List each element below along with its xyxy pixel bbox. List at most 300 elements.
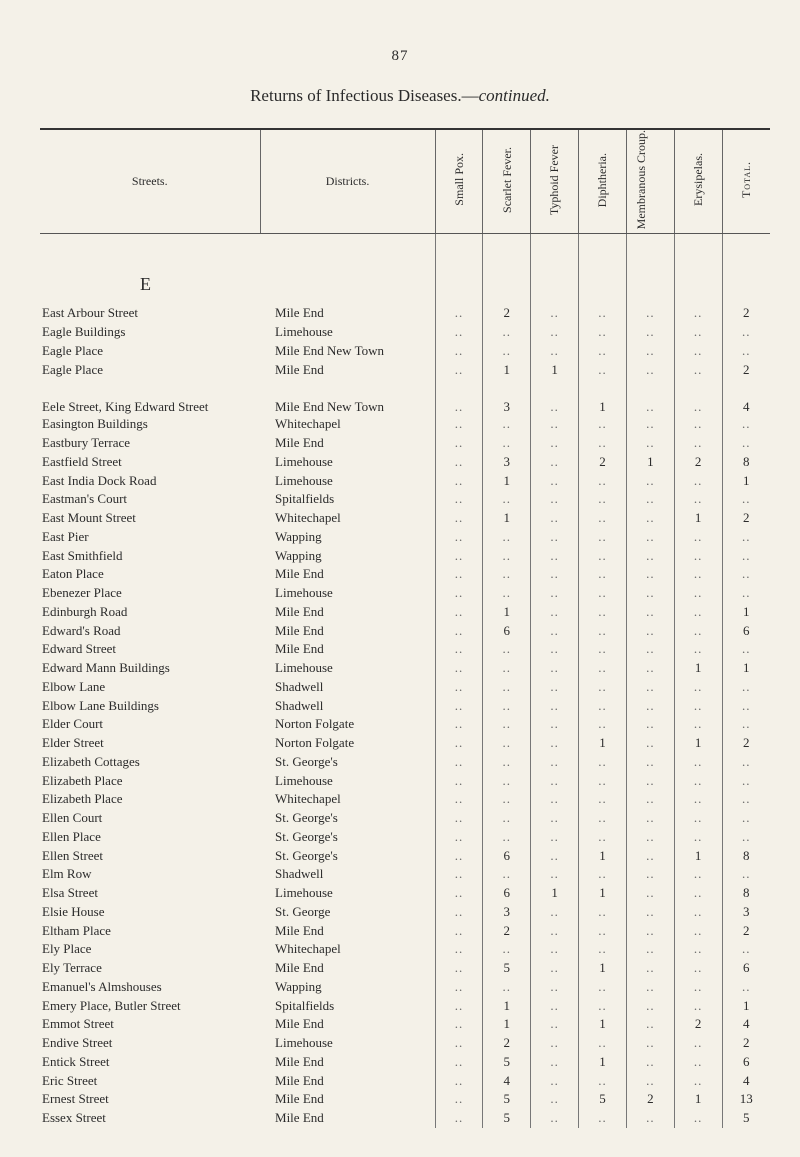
district-name: St. George's [275,847,338,863]
erysipelas-value: .. [674,379,722,415]
membranous-croup-value: .. [626,415,674,434]
district-name: Mile End [275,922,324,938]
total-value: .. [722,547,770,566]
membranous-croup-value: .. [626,565,674,584]
diphtheria-value: .. [579,528,627,547]
header-diphtheria: Diphtheria. [579,129,627,234]
district-name: Spitalfields [275,997,335,1013]
erysipelas-value: .. [674,342,722,361]
erysipelas-value: .. [674,565,722,584]
typhoid-fever-value: .. [531,978,579,997]
diphtheria-value: .. [579,622,627,641]
erysipelas-value: .. [674,772,722,791]
street-name: Elizabeth Place [42,791,123,807]
membranous-croup-value: .. [626,379,674,415]
total-value: 8 [722,847,770,866]
street-name: Emmot Street [42,1016,114,1032]
scarlet-fever-value: 2 [483,1034,531,1053]
typhoid-fever-value: .. [531,734,579,753]
diphtheria-value: 1 [579,1053,627,1072]
small-pox-value: .. [435,772,483,791]
street-name: Elizabeth Cottages [42,753,140,769]
street-name: Edward's Road [42,622,121,638]
table-row [40,434,770,453]
scarlet-fever-value: 1 [483,509,531,528]
erysipelas-value: .. [674,884,722,903]
typhoid-fever-value: .. [531,509,579,528]
street-name: East Pier [42,528,89,544]
erysipelas-value: .. [674,678,722,697]
district-name: Wapping [275,547,322,563]
table-row [40,361,770,380]
diphtheria-value: .. [579,659,627,678]
diphtheria-value: 2 [579,453,627,472]
scarlet-fever-value: 1 [483,472,531,491]
typhoid-fever-value: .. [531,304,579,323]
membranous-croup-value: .. [626,884,674,903]
diphtheria-value: .. [579,678,627,697]
small-pox-value: .. [435,415,483,434]
erysipelas-value: .. [674,1072,722,1091]
street-name: East Mount Street [42,510,136,526]
scarlet-fever-value: 1 [483,603,531,622]
table-row [40,304,770,323]
small-pox-value: .. [435,1072,483,1091]
membranous-croup-value: .. [626,903,674,922]
total-value: .. [722,978,770,997]
header-districts: Districts. [260,129,435,234]
erysipelas-value: .. [674,940,722,959]
table-row [40,509,770,528]
typhoid-fever-value: .. [531,528,579,547]
membranous-croup-value: .. [626,865,674,884]
typhoid-fever-value: .. [531,603,579,622]
scarlet-fever-value: 5 [483,1090,531,1109]
small-pox-value: .. [435,472,483,491]
erysipelas-value: 2 [674,1015,722,1034]
scarlet-fever-value: .. [483,659,531,678]
district-name: Limehouse [275,885,333,901]
small-pox-value: .. [435,547,483,566]
district-name: Mile End [275,1016,324,1032]
scarlet-fever-value: 5 [483,959,531,978]
district-name: Limehouse [275,660,333,676]
membranous-croup-value: 2 [626,1090,674,1109]
total-value: .. [722,772,770,791]
table-row [40,1090,770,1109]
typhoid-fever-value: .. [531,790,579,809]
total-value: .. [722,584,770,603]
typhoid-fever-value: .. [531,678,579,697]
small-pox-value: .. [435,509,483,528]
total-value: 2 [722,1034,770,1053]
district-name: Mile End [275,622,324,638]
scarlet-fever-value: .. [483,790,531,809]
scarlet-fever-value: .. [483,978,531,997]
diphtheria-value: .. [579,997,627,1016]
small-pox-value: .. [435,847,483,866]
total-value: .. [722,565,770,584]
title-continued: continued. [478,86,550,105]
small-pox-value: .. [435,640,483,659]
typhoid-fever-value: .. [531,342,579,361]
street-name: Ellen Court [42,810,103,826]
total-value: .. [722,490,770,509]
district-name: Mile End New Town [275,399,384,415]
table-row [40,379,770,415]
total-value: .. [722,715,770,734]
header-small-pox: Small Pox. [435,129,483,234]
membranous-croup-value: .. [626,809,674,828]
table-row [40,884,770,903]
erysipelas-value: .. [674,715,722,734]
table-row [40,659,770,678]
diphtheria-value: 5 [579,1090,627,1109]
membranous-croup-value: .. [626,323,674,342]
header-streets: Streets. [40,129,260,234]
total-value: 8 [722,884,770,903]
scarlet-fever-value: .. [483,547,531,566]
district-name: Whitechapel [275,510,341,526]
membranous-croup-value: .. [626,361,674,380]
scarlet-fever-value: .. [483,323,531,342]
membranous-croup-value: .. [626,304,674,323]
scarlet-fever-value: 3 [483,903,531,922]
district-name: Mile End [275,1110,324,1126]
diphtheria-value: .. [579,903,627,922]
street-name: Elsa Street [42,885,98,901]
typhoid-fever-value: .. [531,659,579,678]
diphtheria-value: .. [579,940,627,959]
erysipelas-value: .. [674,959,722,978]
typhoid-fever-value: .. [531,997,579,1016]
membranous-croup-value: .. [626,772,674,791]
membranous-croup-value: .. [626,472,674,491]
membranous-croup-value: .. [626,678,674,697]
street-name: Eaton Place [42,566,104,582]
small-pox-value: .. [435,434,483,453]
diphtheria-value: .. [579,828,627,847]
small-pox-value: .. [435,978,483,997]
district-name: Mile End [275,1053,324,1069]
table-row [40,342,770,361]
erysipelas-value: .. [674,865,722,884]
diphtheria-value: 1 [579,1015,627,1034]
header-membranous-croup: Membranous Croup. [626,129,674,234]
street-name: East Arbour Street [42,305,139,321]
district-name: Mile End [275,435,324,451]
erysipelas-value: .. [674,547,722,566]
small-pox-value: .. [435,959,483,978]
section-letter-row [40,264,770,304]
diphtheria-value: .. [579,790,627,809]
street-name: Eagle Place [42,342,103,358]
diphtheria-value: .. [579,1109,627,1128]
street-name: Edward Mann Buildings [42,660,170,676]
total-value: .. [722,640,770,659]
street-name: Eastbury Terrace [42,435,130,451]
erysipelas-value: 1 [674,1090,722,1109]
small-pox-value: .. [435,865,483,884]
table-row [40,847,770,866]
diphtheria-value: .. [579,715,627,734]
diphtheria-value: .. [579,509,627,528]
total-value: 6 [722,959,770,978]
header-scarlet-fever: Scarlet Fever. [483,129,531,234]
total-value: .. [722,678,770,697]
scarlet-fever-value: .. [483,678,531,697]
scarlet-fever-value: .. [483,828,531,847]
scarlet-fever-value: .. [483,342,531,361]
spacer-row [40,234,770,265]
total-value: .. [722,809,770,828]
membranous-croup-value: .. [626,434,674,453]
diphtheria-value: .. [579,323,627,342]
small-pox-value: .. [435,1109,483,1128]
membranous-croup-value: .. [626,940,674,959]
table-row [40,1053,770,1072]
table-row [40,715,770,734]
typhoid-fever-value: .. [531,1072,579,1091]
table-row [40,697,770,716]
scarlet-fever-value: 3 [483,379,531,415]
table-row [40,678,770,697]
small-pox-value: .. [435,1053,483,1072]
erysipelas-value: 1 [674,734,722,753]
table-row [40,978,770,997]
scarlet-fever-value: 6 [483,884,531,903]
total-value: 1 [722,603,770,622]
typhoid-fever-value: .. [531,323,579,342]
membranous-croup-value: 1 [626,453,674,472]
table-row [40,734,770,753]
erysipelas-value: .. [674,640,722,659]
typhoid-fever-value: .. [531,1109,579,1128]
erysipelas-value: .. [674,361,722,380]
erysipelas-value: .. [674,922,722,941]
diphtheria-value: .. [579,772,627,791]
membranous-croup-value: .. [626,1034,674,1053]
table-row [40,997,770,1016]
membranous-croup-value: .. [626,753,674,772]
section-letter: E [140,274,151,295]
diphtheria-value: .. [579,922,627,941]
district-name: Shadwell [275,866,324,882]
street-name: Elm Row [42,866,92,882]
table-row [40,453,770,472]
scarlet-fever-value: .. [483,772,531,791]
scarlet-fever-value: .. [483,528,531,547]
street-name: East India Dock Road [42,472,157,488]
district-name: Limehouse [275,324,333,340]
header-total: Total. [722,129,770,234]
total-value: .. [722,790,770,809]
district-name: St. George's [275,753,338,769]
district-name: Mile End [275,305,324,321]
erysipelas-value: 1 [674,847,722,866]
street-name: East Smithfield [42,547,123,563]
district-name: Mile End [275,960,324,976]
small-pox-value: .. [435,828,483,847]
membranous-croup-value: .. [626,584,674,603]
street-name: Ernest Street [42,1091,109,1107]
membranous-croup-value: .. [626,978,674,997]
erysipelas-value: .. [674,490,722,509]
diphtheria-value: .. [579,640,627,659]
membranous-croup-value: .. [626,1072,674,1091]
typhoid-fever-value: .. [531,772,579,791]
street-name: Elbow Lane [42,678,106,694]
scarlet-fever-value: .. [483,697,531,716]
small-pox-value: .. [435,584,483,603]
district-name: St. George's [275,828,338,844]
typhoid-fever-value: .. [531,865,579,884]
table-row [40,472,770,491]
street-name: Eagle Buildings [42,324,126,340]
typhoid-fever-value: .. [531,697,579,716]
table-row [40,323,770,342]
district-name: Limehouse [275,1035,333,1051]
diphtheria-value: .. [579,415,627,434]
district-name: Spitalfields [275,491,335,507]
total-value: .. [722,865,770,884]
scarlet-fever-value: 5 [483,1053,531,1072]
scarlet-fever-value: 3 [483,453,531,472]
total-value: 3 [722,903,770,922]
table-row [40,903,770,922]
scarlet-fever-value: 4 [483,1072,531,1091]
small-pox-value: .. [435,323,483,342]
street-name: Ely Place [42,941,92,957]
total-value: .. [722,415,770,434]
total-value: 2 [722,304,770,323]
district-name: Shadwell [275,678,324,694]
typhoid-fever-value: 1 [531,361,579,380]
erysipelas-value: .. [674,809,722,828]
small-pox-value: .. [435,490,483,509]
street-name: Eele Street, King Edward Street [42,399,209,415]
street-name: Eagle Place [42,361,103,377]
total-value: 13 [722,1090,770,1109]
small-pox-value: .. [435,940,483,959]
page-number: 87 [391,48,409,64]
street-name: Emanuel's Almshouses [42,978,162,994]
district-name: Mile End [275,1091,324,1107]
street-name: Entick Street [42,1053,110,1069]
total-value: .. [722,323,770,342]
district-name: Mile End [275,566,324,582]
membranous-croup-value: .. [626,490,674,509]
scarlet-fever-value: .. [483,809,531,828]
table-row [40,1072,770,1091]
membranous-croup-value: .. [626,528,674,547]
district-name: Whitechapel [275,941,341,957]
scarlet-fever-value: .. [483,753,531,772]
table-row [40,1109,770,1128]
small-pox-value: .. [435,790,483,809]
small-pox-value: .. [435,361,483,380]
scarlet-fever-value: 1 [483,361,531,380]
membranous-croup-value: .. [626,734,674,753]
total-value: .. [722,528,770,547]
street-name: Eric Street [42,1072,98,1088]
erysipelas-value: .. [674,903,722,922]
district-name: Norton Folgate [275,716,355,732]
table-row [40,922,770,941]
diphtheria-value: .. [579,865,627,884]
table-body [40,234,770,1128]
table-row [40,1015,770,1034]
typhoid-fever-value: .. [531,622,579,641]
small-pox-value: .. [435,1034,483,1053]
district-name: Mile End [275,1072,324,1088]
typhoid-fever-value: .. [531,379,579,415]
typhoid-fever-value: .. [531,1034,579,1053]
table-row [40,415,770,434]
street-name: Eltham Place [42,922,111,938]
erysipelas-value: .. [674,622,722,641]
typhoid-fever-value: .. [531,753,579,772]
erysipelas-value: .. [674,1034,722,1053]
erysipelas-value: .. [674,528,722,547]
district-name: St. George's [275,810,338,826]
erysipelas-value: .. [674,978,722,997]
diphtheria-value: .. [579,603,627,622]
small-pox-value: .. [435,1015,483,1034]
typhoid-fever-value: .. [531,640,579,659]
diphtheria-value: 1 [579,734,627,753]
street-name: Emery Place, Butler Street [42,997,181,1013]
diphtheria-value: .. [579,753,627,772]
total-value: 4 [722,379,770,415]
district-name: Limehouse [275,453,333,469]
scarlet-fever-value: 6 [483,847,531,866]
district-name: Whitechapel [275,416,341,432]
table-row [40,790,770,809]
diphtheria-value: .. [579,304,627,323]
district-name: Whitechapel [275,791,341,807]
title-text: Returns of Infectious Diseases.— [250,86,479,105]
street-name: Elbow Lane Buildings [42,697,159,713]
small-pox-value: .. [435,528,483,547]
membranous-croup-value: .. [626,659,674,678]
total-value: 8 [722,453,770,472]
street-name: Easington Buildings [42,416,148,432]
membranous-croup-value: .. [626,547,674,566]
diphtheria-value: .. [579,342,627,361]
scarlet-fever-value: 6 [483,622,531,641]
small-pox-value: .. [435,922,483,941]
street-name: Ebenezer Place [42,585,122,601]
district-name: Mile End [275,603,324,619]
header-erysipelas: Erysipelas. [674,129,722,234]
total-value: 2 [722,734,770,753]
header-typhoid-fever: Typhoid Fever [531,129,579,234]
total-value: 1 [722,659,770,678]
diphtheria-value: .. [579,1034,627,1053]
total-value: 4 [722,1015,770,1034]
small-pox-value: .. [435,809,483,828]
district-name: Mile End New Town [275,342,384,358]
small-pox-value: .. [435,884,483,903]
street-name: Elsie House [42,903,105,919]
street-name: Elizabeth Place [42,772,123,788]
typhoid-fever-value: .. [531,922,579,941]
typhoid-fever-value: .. [531,940,579,959]
erysipelas-value: .. [674,997,722,1016]
table-row [40,528,770,547]
scarlet-fever-value: 2 [483,304,531,323]
